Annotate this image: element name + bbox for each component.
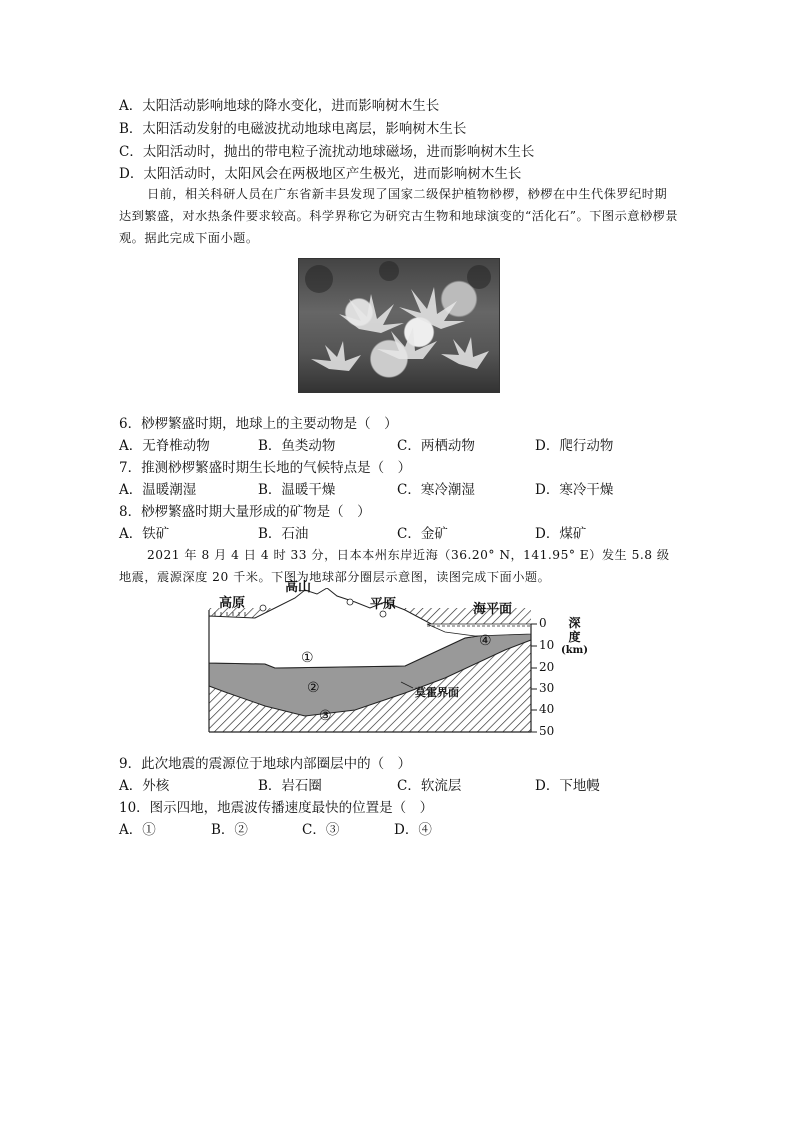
- label-moho: 莫霍界面: [415, 686, 459, 699]
- q6-option-c: C．两栖动物: [397, 438, 475, 454]
- tick-10: 10: [539, 638, 555, 652]
- q6-stem: 6．桫椤繁盛时期，地球上的主要动物是（ ）: [119, 416, 398, 432]
- q5-option-c: C．太阳活动时，抛出的带电粒子流扰动地球磁场，进而影响树木生长: [119, 144, 535, 160]
- passage-tree-fern: 日前，相关科研人员在广东省新丰县发现了国家二级保护植物桫椤，桫椤在中生代侏罗纪时期达到繁盛，对水热条件要求较高。科学界称它为研究古生物和地球演变的“活化石”。下图示意桫椤景观。据此完成下面小题。: [119, 187, 679, 245]
- q6-option-a: A．无脊椎动物: [119, 438, 210, 454]
- q9-option-d: D．下地幔: [535, 778, 600, 794]
- tree-fern-photo: [298, 258, 500, 393]
- q9-stem: 9．此次地震的震源位于地球内部圈层中的（ ）: [119, 756, 412, 772]
- tick-40: 40: [539, 702, 555, 716]
- q10-stem: 10．图示四地，地震波传播速度最快的位置是（ ）: [119, 800, 434, 816]
- marker-2: ②: [307, 680, 320, 696]
- tick-20: 20: [539, 660, 555, 674]
- marker-3: ③: [319, 708, 332, 724]
- label-plain: 平原: [370, 597, 397, 612]
- q7-stem: 7．推测桫椤繁盛时期生长地的气候特点是（ ）: [119, 460, 412, 476]
- passage-earthquake: 2021 年 8 月 4 日 4 时 33 分，日本本州东岸近海（36.20° N，141.95° E）发生 5.8 级地震，震源深度 20 千米。下图为地球部分圈层示意图，读图完成下面小题。: [119, 548, 670, 584]
- marker-4: ④: [479, 633, 492, 649]
- marker-1: ①: [301, 650, 314, 666]
- q5-option-d: D．太阳活动时，太阳风会在两极地区产生极光，进而影响树木生长: [119, 166, 522, 182]
- q9-option-a: A．外核: [119, 778, 170, 794]
- q9-option-b: B．岩石圈: [258, 778, 322, 794]
- q10-option-b: B．②: [211, 822, 248, 838]
- q8-option-a: A．铁矿: [119, 526, 170, 542]
- tick-0: 0: [539, 616, 547, 630]
- tick-50: 50: [539, 724, 555, 738]
- q10-option-a: A．①: [119, 822, 156, 838]
- label-mountain: 高山: [285, 580, 312, 595]
- q8-stem: 8．桫椤繁盛时期大量形成的矿物是（ ）: [119, 504, 371, 520]
- q10-option-d: D．④: [394, 822, 432, 838]
- tick-30: 30: [539, 681, 555, 695]
- label-plateau: 高原: [219, 596, 246, 611]
- q7-option-d: D．寒冷干燥: [535, 482, 614, 498]
- q6-option-d: D．爬行动物: [535, 438, 614, 454]
- earth-layers-diagram: [205, 580, 588, 740]
- q5-option-b: B．太阳活动发射的电磁波扰动地球电离层，影响树木生长: [119, 121, 467, 137]
- q7-option-c: C．寒冷潮湿: [397, 482, 475, 498]
- q8-option-b: B．石油: [258, 526, 309, 542]
- q5-option-a: A．太阳活动影响地球的降水变化，进而影响树木生长: [119, 98, 440, 114]
- q8-option-c: C．金矿: [397, 526, 448, 542]
- q10-option-c: C．③: [302, 822, 340, 838]
- label-sea-level: 海平面: [473, 602, 513, 617]
- q8-option-d: D．煤矿: [535, 526, 587, 542]
- q7-option-a: A．温暖潮湿: [119, 482, 197, 498]
- q6-option-b: B．鱼类动物: [258, 438, 336, 454]
- axis-label-depth: 深 度 (km): [561, 616, 588, 656]
- q7-option-b: B．温暖干燥: [258, 482, 336, 498]
- q9-option-c: C．软流层: [397, 778, 462, 794]
